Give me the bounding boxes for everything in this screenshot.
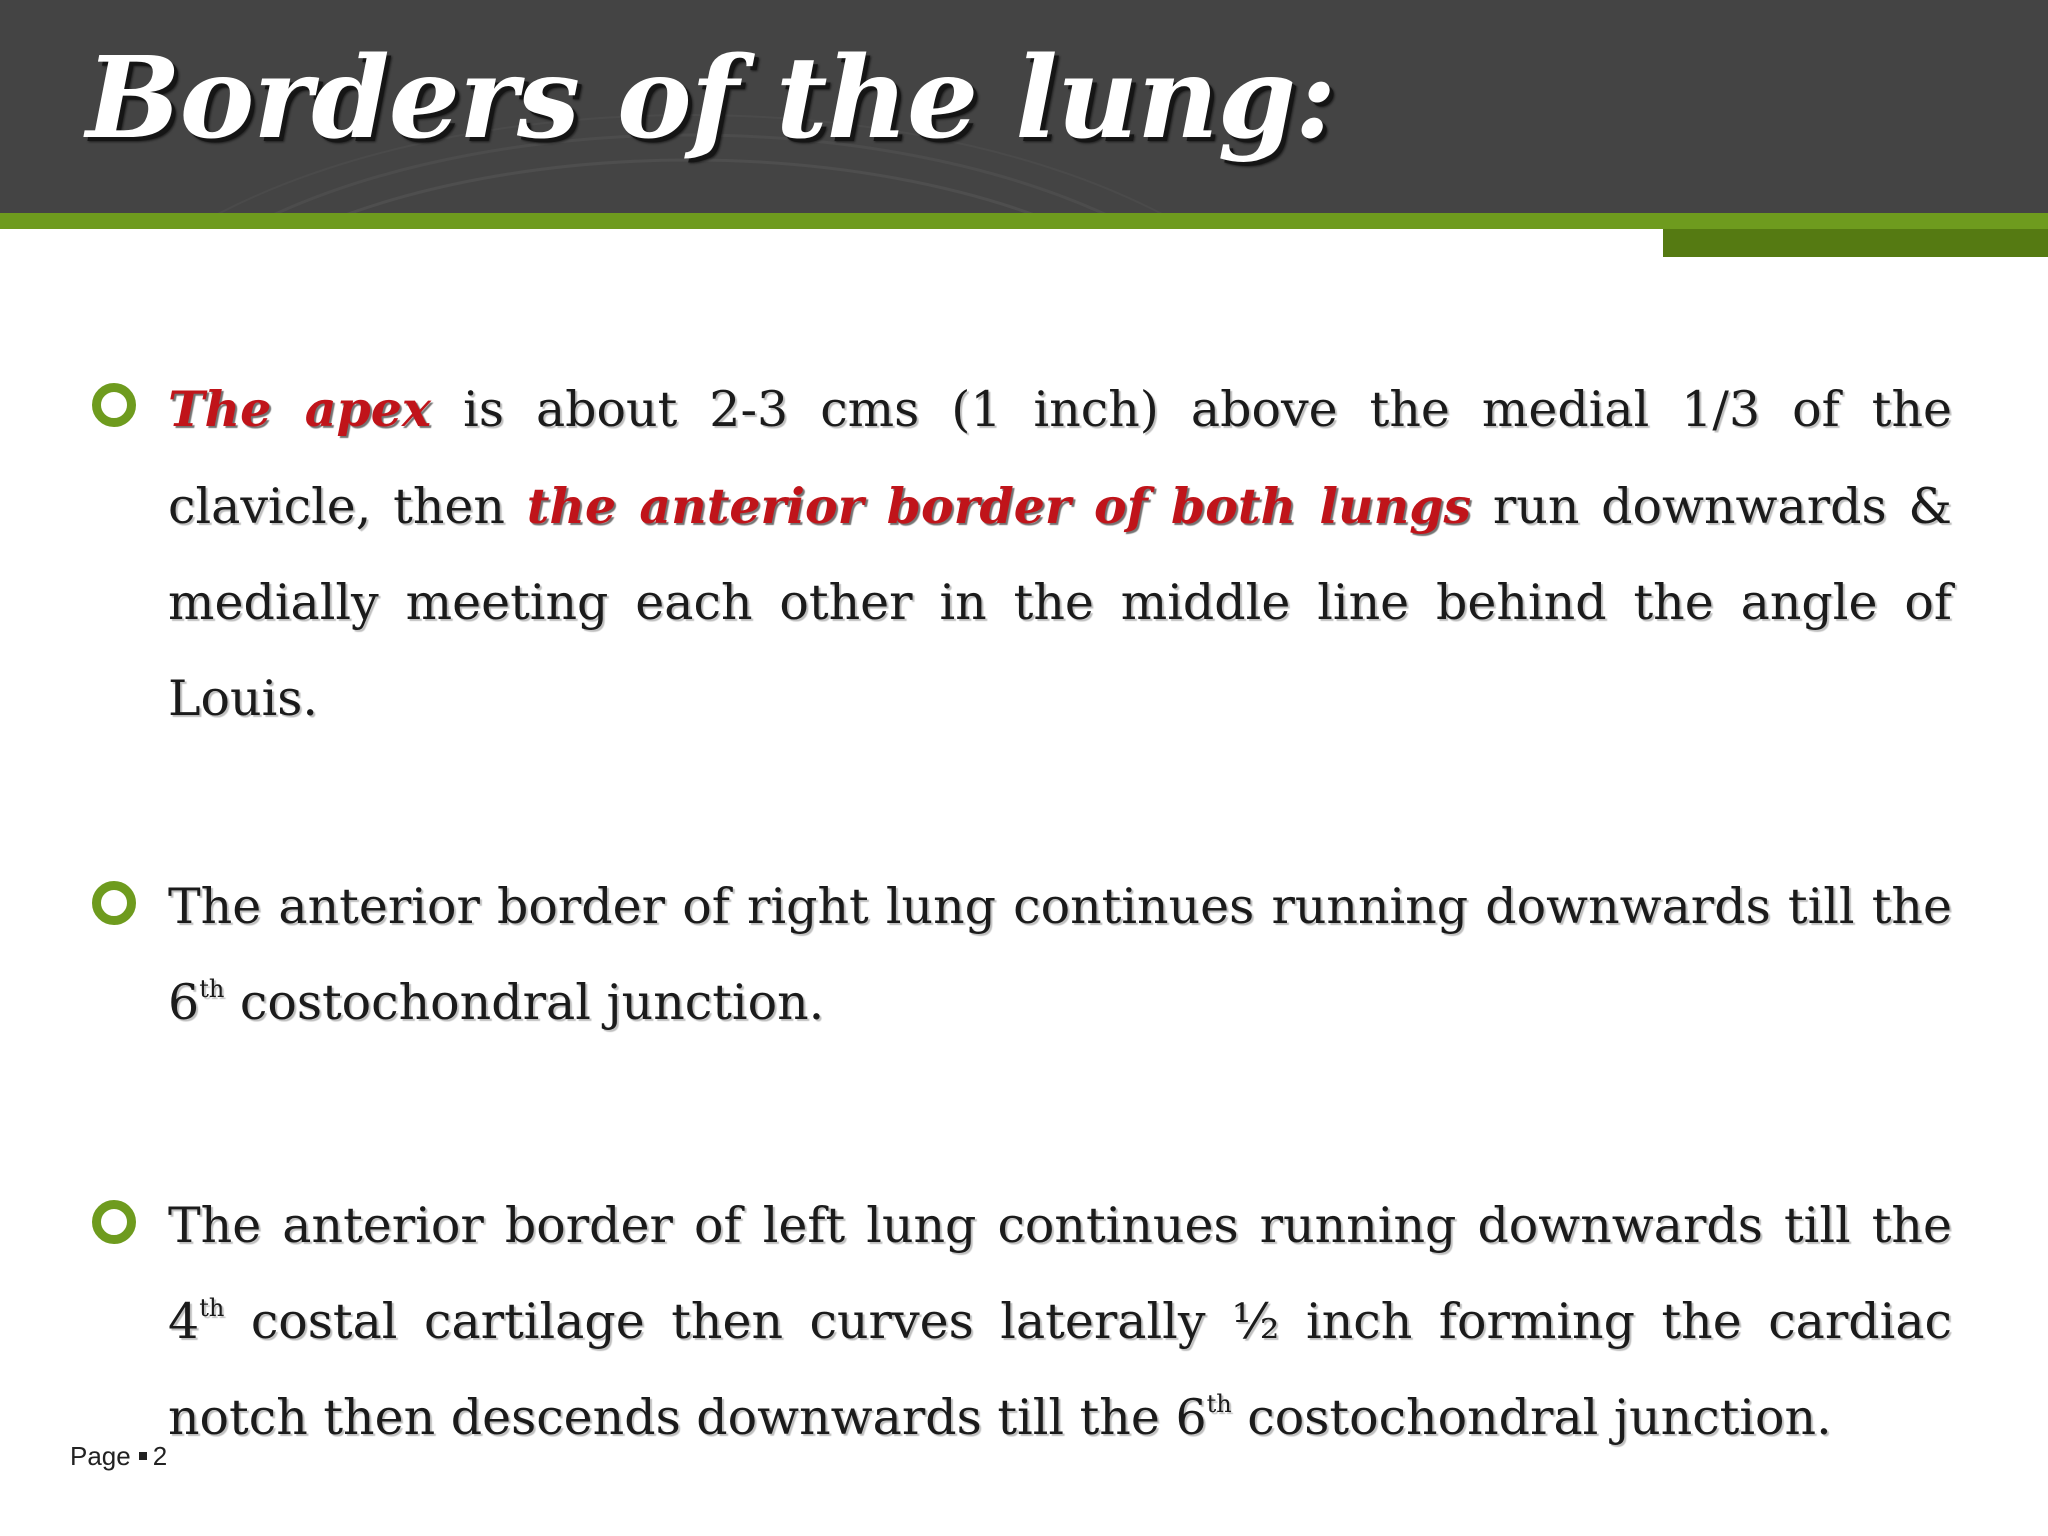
highlight-anterior-border: the anterior border of both lungs (526, 477, 1472, 535)
slide-title: Borders of the lung: (86, 33, 1336, 164)
bullet-item-left-lung (168, 1178, 1952, 1466)
bullet-item-right-lung (168, 859, 1952, 1051)
header-accent-stripe (0, 213, 2048, 229)
page-number: 2 (152, 1441, 168, 1471)
bullet-text-part: run downwards & medially meeting each other in the middle line behind the angle of Louis. (168, 478, 1953, 727)
ordinal-superscript: th (1206, 1390, 1232, 1418)
bullet-item-apex (168, 361, 1952, 747)
page-footer (70, 1441, 167, 1472)
bullet-text-part: costochondral junction. (224, 974, 825, 1031)
bullet-text-part: The anterior border of left lung continues running downwards till the 4 (168, 1197, 1952, 1350)
bullet-text-part: costochondral junction. (1231, 1389, 1832, 1446)
bullet-text-part: The anterior border of right lung continues running downwards till the 6 (168, 878, 1952, 1031)
highlight-apex: The apex (168, 380, 432, 438)
square-separator-icon (139, 1452, 147, 1460)
page-label: Page (70, 1441, 131, 1471)
ordinal-superscript: th (199, 1294, 225, 1322)
bullet-circle-icon (92, 1200, 136, 1244)
bullet-text-part: costal cartilage then curves laterally ½ inch forming the cardiac notch then descends downwards till the 6 (168, 1293, 1952, 1446)
bullet-text (168, 361, 1952, 747)
slide-header (0, 0, 2048, 213)
bullet-text (168, 1178, 1952, 1466)
header-accent-block (1663, 229, 2048, 257)
bullet-circle-icon (92, 383, 136, 427)
bullet-text (168, 859, 1952, 1051)
bullet-text-part: is about 2-3 cms (1 inch) above the medial 1/3 of the clavicle, then (168, 381, 1952, 535)
ordinal-superscript: th (199, 975, 225, 1003)
bullet-circle-icon (92, 881, 136, 925)
